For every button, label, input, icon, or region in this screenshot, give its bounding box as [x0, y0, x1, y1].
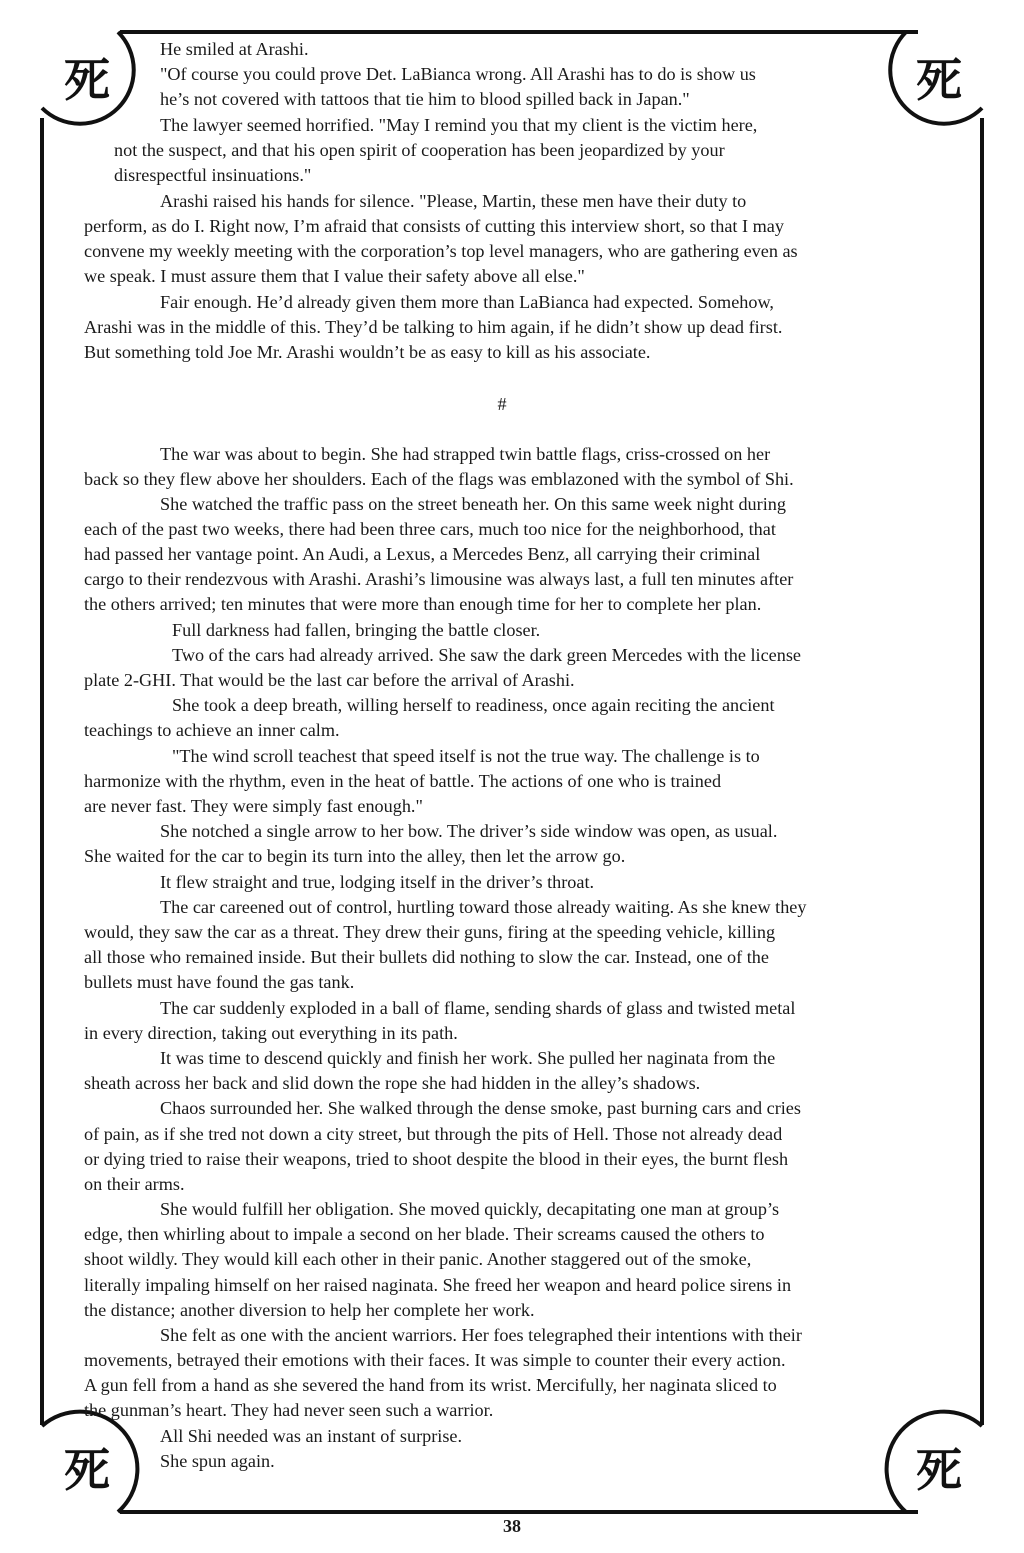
corner-glyph-bottom-right: 死	[916, 1443, 962, 1497]
text-line: the gunman’s heart. They had never seen such a warrior.	[84, 1400, 494, 1420]
page-number: 38	[503, 1516, 521, 1536]
text-line: or dying tried to raise their weapons, tried to shoot despite the blood in their eyes, the burnt flesh	[84, 1149, 789, 1169]
text-line: sheath across her back and slid down the rope she had hidden in the alley’s shadows.	[84, 1073, 701, 1093]
text-line: all those who remained inside. But their bullets did nothing to slow the car. Instead, one of the	[84, 947, 769, 967]
section-break: #	[497, 394, 507, 414]
text-line: She waited for the car to begin its turn into the alley, then let the arrow go.	[84, 846, 626, 866]
corner-glyph-top-left: 死	[64, 53, 110, 107]
text-line: The lawyer seemed horrified. "May I remind you that my client is the victim here,	[160, 115, 758, 135]
text-line: It flew straight and true, lodging itself in the driver’s throat.	[160, 872, 595, 892]
text-line: not the suspect, and that his open spirit of cooperation has been jeopardized by your	[114, 140, 725, 160]
text-line: cargo to their rendezvous with Arashi. Arashi’s limousine was always last, a full ten minutes after	[84, 569, 794, 589]
text-line: The car suddenly exploded in a ball of flame, sending shards of glass and twisted metal	[160, 998, 796, 1018]
text-line: Chaos surrounded her. She walked through the dense smoke, past burning cars and cries	[160, 1098, 801, 1118]
corner-glyph-top-right: 死	[916, 53, 962, 107]
text-line: A gun fell from a hand as she severed the hand from its wrist. Mercifully, her naginata sliced to	[84, 1375, 777, 1395]
text-line: disrespectful insinuations."	[114, 165, 312, 185]
text-line: "Of course you could prove Det. LaBianca wrong. All Arashi has to do is show us	[160, 64, 756, 84]
text-line: would, they saw the car as a threat. They drew their guns, firing at the speeding vehicle, killing	[84, 922, 776, 942]
text-line: convene my weekly meeting with the corporation’s top level managers, who are gathering even as	[84, 241, 798, 261]
text-line: Full darkness had fallen, bringing the battle closer.	[172, 620, 541, 640]
text-line: Fair enough. He’d already given them more than LaBianca had expected. Somehow,	[160, 292, 774, 312]
text-line: each of the past two weeks, there had been three cars, much too nice for the neighborhood, that	[84, 519, 776, 539]
corner-glyph-bottom-left: 死	[64, 1443, 110, 1497]
text-line: on their arms.	[84, 1174, 185, 1194]
text-line: shoot wildly. They would kill each other in their panic. Another staggered out of the smoke,	[84, 1249, 752, 1269]
text-line: of pain, as if she tred not down a city street, but through the pits of Hell. Those not already dead	[84, 1124, 783, 1144]
text-line: The car careened out of control, hurtling toward those already waiting. As she knew they	[160, 897, 807, 917]
text-line: plate 2-GHI. That would be the last car before the arrival of Arashi.	[84, 670, 575, 690]
text-line: She notched a single arrow to her bow. The driver’s side window was open, as usual.	[160, 821, 778, 841]
text-line: All Shi needed was an instant of surprise.	[160, 1426, 463, 1446]
text-line: edge, then whirling about to impale a second on her blade. Their screams caused the others to	[84, 1224, 765, 1244]
text-line: The war was about to begin. She had strapped twin battle flags, criss-crossed on her	[160, 444, 771, 464]
text-line: She would fulfill her obligation. She moved quickly, decapitating one man at group’s	[160, 1199, 780, 1219]
text-line: the distance; another diversion to help her complete her work.	[84, 1300, 535, 1320]
text-line: But something told Joe Mr. Arashi wouldn’t be as easy to kill as his associate.	[84, 342, 651, 362]
text-line: She watched the traffic pass on the street beneath her. On this same week night during	[160, 494, 786, 514]
text-line: It was time to descend quickly and finish her work. She pulled her naginata from the	[160, 1048, 776, 1068]
text-line: Arashi was in the middle of this. They’d be talking to him again, if he didn’t show up dead first.	[84, 317, 783, 337]
text-line: Two of the cars had already arrived. She saw the dark green Mercedes with the license	[172, 645, 801, 665]
text-line: he’s not covered with tattoos that tie him to blood spilled back in Japan."	[160, 89, 690, 109]
text-line: harmonize with the rhythm, even in the heat of battle. The actions of one who is trained	[84, 771, 722, 791]
text-line: bullets must have found the gas tank.	[84, 972, 355, 992]
text-line: the others arrived; ten minutes that were more than enough time for her to complete her plan.	[84, 594, 762, 614]
text-line: are never fast. They were simply fast enough."	[84, 796, 423, 816]
text-line: movements, betrayed their emotions with their faces. It was simple to counter their every action.	[84, 1350, 786, 1370]
text-line: back so they flew above her shoulders. Each of the flags was emblazoned with the symbol of Shi.	[84, 469, 794, 489]
text-line: "The wind scroll teachest that speed itself is not the true way. The challenge is to	[172, 746, 760, 766]
text-line: we speak. I must assure them that I value their safety above all else."	[84, 266, 585, 286]
text-line: Arashi raised his hands for silence. "Please, Martin, these men have their duty to	[160, 191, 747, 211]
text-line: had passed her vantage point. An Audi, a Lexus, a Mercedes Benz, all carrying their criminal	[84, 544, 761, 564]
text-line: She spun again.	[160, 1451, 275, 1471]
text-line: She took a deep breath, willing herself to readiness, once again reciting the ancient	[172, 695, 775, 715]
text-line: She felt as one with the ancient warriors. Her foes telegraphed their intentions with their	[160, 1325, 802, 1345]
text-line: in every direction, taking out everything in its path.	[84, 1023, 458, 1043]
text-line: He smiled at Arashi.	[160, 39, 309, 59]
text-line: perform, as do I. Right now, I’m afraid that consists of cutting this interview short, so that I may	[84, 216, 784, 236]
text-line: teachings to achieve an inner calm.	[84, 720, 340, 740]
text-line: literally impaling himself on her raised naginata. She freed her weapon and heard police sirens in	[84, 1275, 792, 1295]
